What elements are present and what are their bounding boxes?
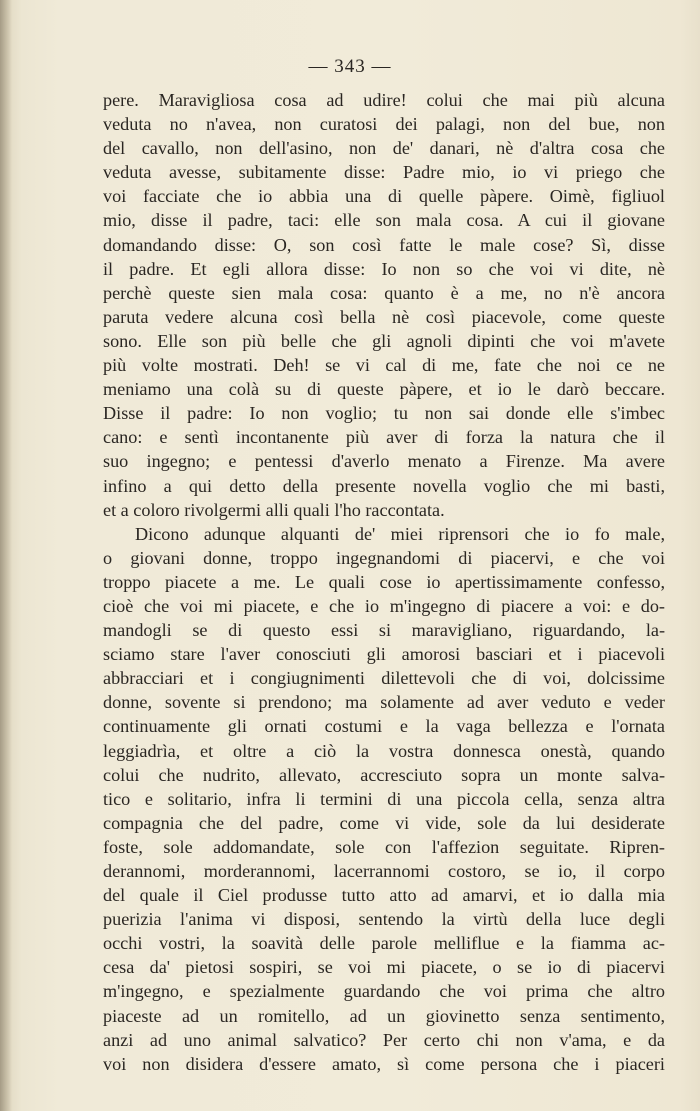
text-line: derannomi, morderannomi, lacerrannomi costoro, se io, il corpo [103,861,665,881]
text-line: più volte mostrati. Deh! se vi cal di me, fate che noi ce ne [103,355,665,376]
text-line: del cavallo, non dell'asino, non de' danari, nè d'altra cosa che [103,138,665,159]
text-line: mio, disse il padre, taci: elle son mala cosa. A cui il giovane [103,210,665,231]
text-line: suo ingegno; e pentessi d'averlo menato a Firenze. Ma avere [103,451,665,472]
text-line: pere. Maravigliosa cosa ad udire! colui che mai più alcuna [103,90,665,110]
text-line: abbracciari et i congiugnimenti dilettevoli che di voi, dolcissime [103,668,665,689]
text-line: voi non disidera d'essere amato, sì come persona che i piaceri [103,1053,665,1074]
text-line: Dicono adunque alquanti de' miei riprensori che io fo male, [135,523,665,544]
text-line: foste, sole addomandate, sole con l'affezion seguitate. Ripren- [103,836,665,857]
text-line: sciamo stare l'aver conosciuti gli amorosi basciari et i piacevoli [103,644,665,665]
text-line: veduta no n'avea, non curatosi dei palagi, non del bue, non [103,114,665,135]
text-line: paruta vedere alcuna così bella nè così piacevole, come queste [103,306,665,327]
paragraph [103,522,665,1076]
text-line: et a coloro rivolgermi alli quali l'ho raccontata. [103,499,445,520]
text-line: del quale il Ciel produsse tutto atto ad amarvi, et io dalla mia [103,885,665,906]
text-line: voi facciate che io abbia una di quelle pàpere. Oimè, figliuol [103,186,665,207]
page-number: — 343 — [308,56,392,77]
text-line: mandogli se di questo essi si maravigliano, riguardando, la- [103,620,665,641]
book-spine-shadow [0,0,12,1111]
text-line: infino a qui detto della presente novella voglio che mi basti, [103,475,665,496]
text-line: veduta avesse, subitamente disse: Padre mio, io vi priego che [103,162,665,183]
text-line: meniamo una colà su di queste pàpere, et io le darò beccare. [103,379,665,400]
text-line: o giovani donne, troppo ingegnandomi di piacervi, e che voi [103,547,665,568]
text-line: sono. Elle son più belle che gli agnoli dipinti che voi m'avete [103,330,665,351]
text-line: compagnia che del padre, come vi vide, sole da lui desiderate [103,812,665,833]
text-line: donne, sovente si prendono; ma solamente ad aver veduto e veder [103,692,665,713]
text-line: cioè che voi mi piacete, e che io m'ingegno di piacere a voi: e do- [103,595,665,616]
text-line: troppo piacete a me. Le quali cose io apertissimamente confesso, [103,571,665,592]
text-line: colui che nudrito, allevato, accresciuto sopra un monte salva- [103,764,665,785]
text-line: m'ingegno, e spezialmente guardando che voi prima che altro [103,981,665,1002]
text-line: perchè queste sien mala cosa: quanto è a me, no n'è ancora [103,282,665,303]
text-line: domandando disse: O, son così fatte le male cose? Sì, disse [103,234,665,255]
text-line: continuamente gli ornati costumi e la vaga bellezza e l'ornata [103,716,665,737]
body-text [103,88,665,1076]
text-line: cano: e sentì incontanente più aver di forza la natura che il [103,427,665,448]
paragraph [103,88,665,522]
text-line: tico e solitario, infra li termini di una piccola cella, senza altra [103,788,665,809]
text-line: puerizia l'anima vi disposi, sentendo la virtù della luce degli [103,909,665,930]
text-line: Disse il padre: Io non voglio; tu non sai donde elle s'imbec [103,403,665,424]
text-line: anzi ad uno animal salvatico? Per certo chi non v'ama, e da [103,1029,665,1050]
text-line: cesa da' pietosi sospiri, se voi mi piacete, o se io di piacervi [103,957,665,978]
text-line: leggiadrìa, et oltre a ciò la vostra donnesca onestà, quando [103,740,665,761]
text-line: piaceste ad un romitello, ad un giovinetto senza sentimento, [103,1005,665,1026]
text-line: occhi vostri, la soavità delle parole melliflue e la fiamma ac- [103,933,665,954]
text-line: il padre. Et egli allora disse: Io non so che voi vi dite, nè [103,258,665,279]
